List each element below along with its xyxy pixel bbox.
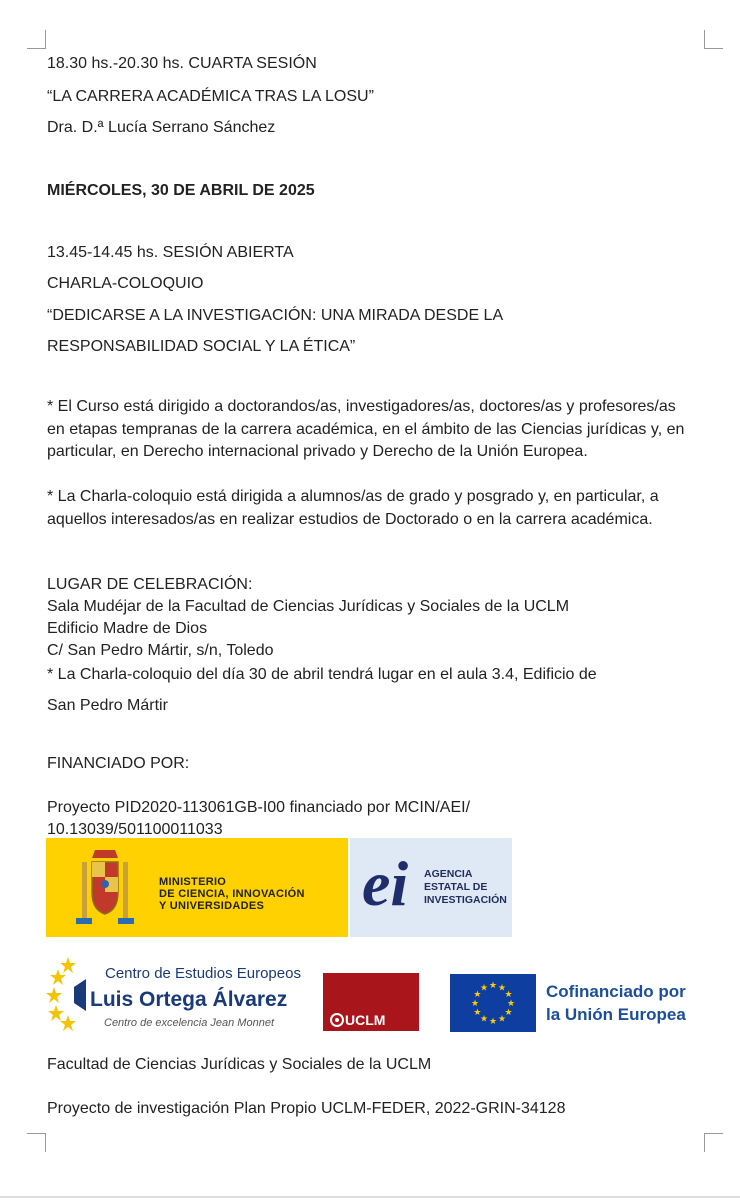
aei-logo bbox=[350, 838, 512, 937]
talk-label: CHARLA-COLOQUIO bbox=[47, 275, 204, 292]
cee-line3: Centro de excelencia Jean Monnet bbox=[104, 1017, 274, 1029]
ministerio-logo bbox=[46, 838, 348, 937]
eu-star: ★ bbox=[479, 982, 489, 993]
page-edge bbox=[0, 1196, 740, 1198]
talk-audience-note: * La Charla-coloquio está dirigida a alumnos/as de grado y posgrado y, en particular, a aquellos interesados/as en realizar estudios de Doctorado o en la carrera académica. bbox=[47, 488, 659, 528]
crop-mark-top-left bbox=[27, 30, 46, 49]
eu-flag-icon bbox=[450, 974, 536, 1032]
course-audience-note: * El Curso está dirigido a doctorandos/as, investigadores/as, doctores/as y profesores/as en etapas tempranas de la carrera académica, en el ámbito de las Ciencias jurídicas y, en particular, en Derecho internacional privado y Derecho de la Unión Europea. bbox=[47, 398, 685, 460]
uclm-text: UCLM bbox=[345, 1012, 386, 1028]
venue-title: LUGAR DE CELEBRACIÓN: bbox=[47, 576, 253, 593]
uclm-mark-icon bbox=[330, 1013, 344, 1027]
cee-line2: Luis Ortega Álvarez bbox=[90, 988, 288, 1011]
eu-text: Cofinanciado por la Unión Europea bbox=[546, 982, 686, 1024]
crop-mark-bottom-left bbox=[27, 1133, 46, 1152]
stars-arc-icon bbox=[46, 955, 90, 1035]
footer-project: Proyecto de investigación Plan Propio UCLM-FEDER, 2022-GRIN-34128 bbox=[47, 1100, 566, 1117]
uclm-logo bbox=[323, 973, 419, 1031]
venue-address: C/ San Pedro Mártir, s/n, Toledo bbox=[47, 642, 274, 659]
venue-room: Sala Mudéjar de la Facultad de Ciencias Jurídicas y Sociales de la UCLM bbox=[47, 598, 570, 615]
ministerio-text: MINISTERIO DE CIENCIA, INNOVACIÓN Y UNIVERSIDADES bbox=[159, 876, 305, 912]
funding-title: FINANCIADO POR: bbox=[47, 755, 190, 772]
open-session-time: 13.45-14.45 hs. SESIÓN ABIERTA bbox=[47, 244, 294, 261]
eu-logo bbox=[450, 974, 712, 1032]
coat-of-arms-icon bbox=[60, 838, 150, 937]
eu-star: ★ bbox=[497, 982, 507, 993]
talk-title-line1: “DEDICARSE A LA INVESTIGACIÓN: UNA MIRADA DESDE LA bbox=[47, 307, 504, 324]
aei-mark: ei bbox=[362, 848, 409, 919]
footer-faculty: Facultad de Ciencias Jurídicas y Sociales de la UCLM bbox=[47, 1056, 432, 1073]
eu-star: ★ bbox=[473, 1007, 482, 1017]
crop-mark-bottom-right bbox=[704, 1133, 723, 1152]
session-title: “LA CARRERA ACADÉMICA TRAS LA LOSU” bbox=[47, 88, 374, 105]
funding-project-line2: 10.13039/501100011033 bbox=[47, 821, 223, 838]
crop-mark-top-right bbox=[704, 30, 723, 49]
eu-star: ★ bbox=[488, 980, 498, 990]
eu-star: ★ bbox=[488, 1016, 498, 1026]
session-time: 18.30 hs.-20.30 hs. CUARTA SESIÓN bbox=[47, 55, 317, 72]
eu-star: ★ bbox=[473, 989, 482, 999]
venue-note-line1: * La Charla-coloquio del día 30 de abril tendrá lugar en el aula 3.4, Edificio de bbox=[47, 666, 597, 683]
session-speaker: Dra. D.ª Lucía Serrano Sánchez bbox=[47, 119, 276, 136]
date-heading: MIÉRCOLES, 30 DE ABRIL DE 2025 bbox=[47, 182, 315, 199]
eu-star: ★ bbox=[504, 1007, 513, 1017]
venue-building: Edificio Madre de Dios bbox=[47, 620, 208, 637]
eu-star: ★ bbox=[470, 998, 480, 1008]
cee-logo bbox=[46, 955, 308, 1035]
eu-star: ★ bbox=[479, 1013, 489, 1024]
aei-text: AGENCIA ESTATAL DE INVESTIGACIÓN bbox=[424, 868, 507, 906]
eu-star: ★ bbox=[504, 989, 513, 999]
talk-title-line2: RESPONSABILIDAD SOCIAL Y LA ÉTICA” bbox=[47, 338, 356, 355]
eu-star: ★ bbox=[506, 998, 516, 1008]
cee-line1: Centro de Estudios Europeos bbox=[105, 965, 301, 982]
venue-note-line2: San Pedro Mártir bbox=[47, 697, 168, 714]
funding-project-line1: Proyecto PID2020-113061GB-I00 financiado por MCIN/AEI/ bbox=[47, 799, 471, 816]
eu-star: ★ bbox=[497, 1013, 507, 1024]
